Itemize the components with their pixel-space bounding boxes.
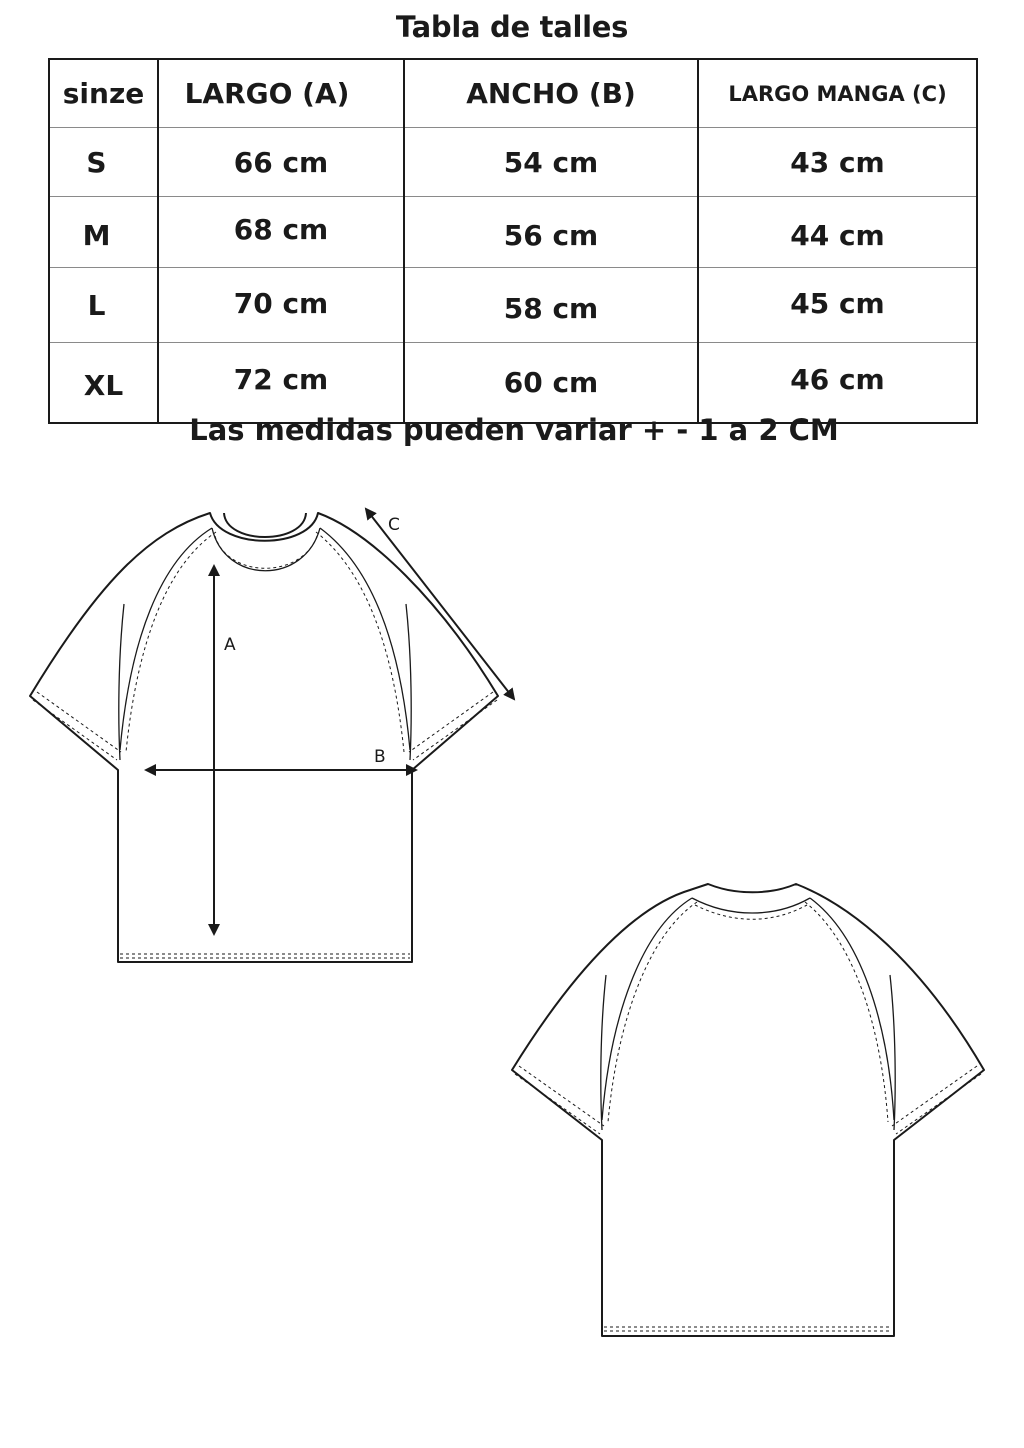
cell-manga: 46 cm	[698, 343, 977, 424]
cell-ancho: 54 cm	[404, 128, 698, 197]
cell-ancho: 56 cm	[404, 197, 698, 268]
cell-size: S	[49, 128, 158, 197]
measurement-note: Las medidas pueden variar + - 1 a 2 CM	[189, 413, 839, 447]
cell-ancho: 58 cm	[404, 268, 698, 343]
size-chart-table	[48, 58, 978, 424]
table-row	[49, 128, 977, 197]
label-b: B	[374, 747, 386, 767]
cell-manga: 45 cm	[698, 268, 977, 343]
front-shirt-diagram	[30, 513, 498, 962]
front-neckline	[224, 513, 306, 537]
header-largo: LARGO (A)	[158, 59, 404, 128]
header-largo-manga: LARGO MANGA (C)	[698, 59, 977, 128]
back-shirt-diagram	[512, 884, 984, 1336]
cell-size: XL	[49, 343, 158, 424]
cell-manga: 44 cm	[698, 197, 977, 268]
cell-manga: 43 cm	[698, 128, 977, 197]
header-size: sinze	[49, 59, 158, 128]
cell-ancho: 60 cm	[404, 343, 698, 424]
cell-size: L	[49, 268, 158, 343]
header-ancho: ANCHO (B)	[404, 59, 698, 128]
table-row	[49, 268, 977, 343]
cell-largo: 70 cm	[158, 268, 404, 343]
shirt-diagrams	[0, 450, 1024, 1448]
table-header-row	[49, 59, 977, 128]
front-shirt-outline	[30, 513, 498, 962]
table-row	[49, 197, 977, 268]
back-shirt-outline	[512, 884, 984, 1336]
label-a: A	[224, 635, 236, 655]
cell-size: M	[49, 197, 158, 268]
cell-largo: 68 cm	[158, 197, 404, 268]
table-row	[49, 343, 977, 424]
cell-largo: 66 cm	[158, 128, 404, 197]
cell-largo: 72 cm	[158, 343, 404, 424]
page-title: Tabla de talles	[395, 10, 629, 44]
label-c: C	[388, 515, 400, 535]
